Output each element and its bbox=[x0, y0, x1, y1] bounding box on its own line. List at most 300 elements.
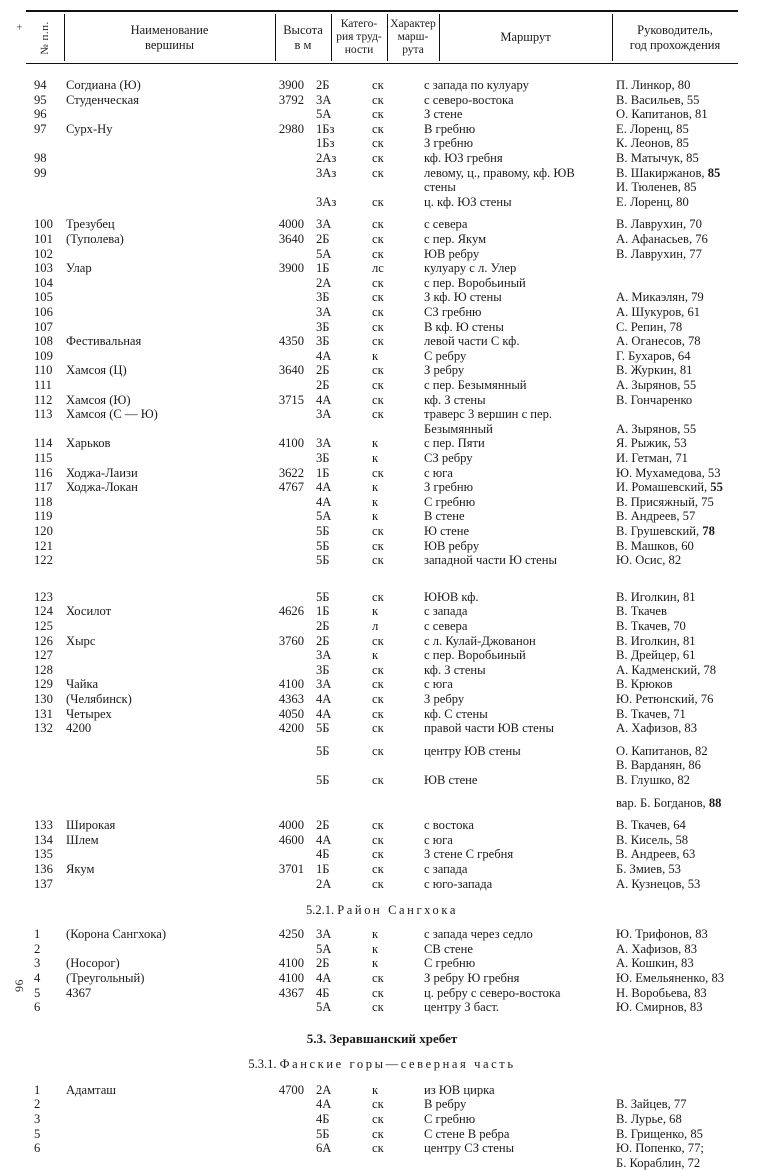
row-leader: А. Оганесов, 78 bbox=[616, 334, 701, 349]
row-altitude: 4626 bbox=[278, 604, 304, 619]
row-route: с юга bbox=[424, 465, 453, 480]
row-character: ск bbox=[372, 818, 384, 833]
table-row[interactable] bbox=[0, 217, 764, 232]
row-character: к bbox=[372, 1082, 379, 1097]
row-altitude: 2980 bbox=[278, 121, 304, 136]
row-category: 3А bbox=[316, 436, 332, 451]
row-number: 117 bbox=[34, 480, 53, 495]
row-peak-name: 4200 bbox=[66, 721, 92, 736]
row-character: ск bbox=[372, 1112, 384, 1126]
row-category: 4Б bbox=[316, 1112, 330, 1126]
row-route: левой части С кф. bbox=[424, 334, 520, 349]
row-character: ск bbox=[372, 232, 384, 246]
row-route: с запада bbox=[424, 862, 468, 876]
row-leader-year-emphasis: 55 bbox=[710, 480, 723, 495]
row-character: ск bbox=[372, 151, 384, 165]
row-number: 2 bbox=[34, 941, 41, 956]
row-category: 5Б bbox=[316, 721, 330, 736]
row-route: с запада по кулуару bbox=[424, 78, 529, 92]
section-heading bbox=[0, 1057, 764, 1072]
row-leader: А. Хафизов, 83 bbox=[616, 941, 698, 956]
row-character: к bbox=[372, 348, 379, 363]
row-route: с пер. Безымянный bbox=[424, 378, 527, 392]
row-route: З стене bbox=[424, 107, 463, 122]
row-route: С гребню bbox=[424, 1112, 476, 1126]
row-category: 2А bbox=[316, 275, 332, 290]
row-altitude: 4250 bbox=[278, 927, 304, 942]
table-row[interactable] bbox=[0, 436, 764, 451]
row-leader: В. Варданян, 86 bbox=[616, 758, 701, 773]
row-altitude: 3622 bbox=[278, 465, 304, 480]
table-row[interactable] bbox=[0, 78, 764, 93]
row-number: 5 bbox=[34, 1126, 41, 1141]
row-route: с востока bbox=[424, 818, 474, 833]
row-peak-name: Хамсоя (Ю) bbox=[66, 392, 131, 407]
row-leader: И. Гетман, 71 bbox=[616, 451, 688, 465]
row-leader: С. Репин, 78 bbox=[616, 319, 683, 334]
table-row[interactable] bbox=[0, 290, 764, 305]
row-peak-name: Согдиана (Ю) bbox=[66, 78, 141, 92]
table-row[interactable] bbox=[0, 1112, 764, 1127]
row-character: ск bbox=[372, 290, 384, 305]
row-number: 113 bbox=[34, 407, 53, 422]
row-peak-name: Харьков bbox=[66, 436, 111, 451]
row-number: 97 bbox=[34, 121, 47, 136]
row-route: с запада через седло bbox=[424, 927, 533, 942]
row-altitude: 3760 bbox=[278, 633, 304, 648]
row-leader: В. Васильев, 55 bbox=[616, 92, 700, 107]
row-route: центру ЮВ стены bbox=[424, 743, 521, 758]
table-row[interactable] bbox=[0, 1156, 764, 1170]
row-category: 3А bbox=[316, 305, 332, 319]
row-character: ск bbox=[372, 1141, 384, 1156]
table-row[interactable] bbox=[0, 495, 764, 510]
row-leader: В. Машков, 60 bbox=[616, 538, 694, 553]
table-row[interactable] bbox=[0, 604, 764, 619]
row-route: С стене В ребра bbox=[424, 1126, 510, 1141]
row-number: 96 bbox=[34, 107, 47, 122]
row-number: 3 bbox=[34, 1112, 41, 1126]
row-route: В кф. Ю стены bbox=[424, 319, 504, 334]
row-character: ск bbox=[372, 378, 384, 392]
table-row[interactable] bbox=[0, 539, 764, 554]
table-header-number-label: № п.п. bbox=[39, 20, 51, 55]
row-category: 2Б bbox=[316, 619, 330, 633]
row-route: Ю стене bbox=[424, 524, 470, 538]
section-heading bbox=[0, 903, 764, 918]
row-number: 1 bbox=[34, 927, 41, 942]
header-cat-line3: ности bbox=[344, 44, 374, 57]
row-character: ск bbox=[372, 832, 384, 847]
table-row[interactable] bbox=[0, 320, 764, 335]
row-character: ск bbox=[372, 538, 384, 553]
row-category: 5Б bbox=[316, 589, 330, 604]
row-number: 101 bbox=[34, 232, 53, 246]
row-altitude: 4000 bbox=[278, 217, 304, 232]
row-category: 4А bbox=[316, 348, 332, 363]
row-leader: В. Иголкин, 81 bbox=[616, 589, 696, 604]
table-row[interactable] bbox=[0, 648, 764, 663]
table-row[interactable] bbox=[0, 1097, 764, 1112]
table-row[interactable] bbox=[0, 721, 764, 736]
table-row[interactable] bbox=[0, 334, 764, 349]
table-row[interactable] bbox=[0, 796, 764, 811]
row-route: центру З баст. bbox=[424, 1000, 500, 1015]
row-number: 95 bbox=[34, 92, 47, 107]
row-leader: Ю. Ретюнский, 76 bbox=[616, 692, 714, 706]
table-row[interactable] bbox=[0, 393, 764, 408]
row-number: 98 bbox=[34, 151, 47, 165]
row-leader-year-emphasis: 88 bbox=[708, 795, 722, 810]
row-number: 5 bbox=[34, 985, 41, 1000]
table-row[interactable] bbox=[0, 818, 764, 833]
row-category: 2Б bbox=[316, 818, 330, 833]
table-row[interactable] bbox=[0, 956, 764, 971]
row-leader-year-emphasis: 78 bbox=[702, 524, 715, 538]
table-row[interactable] bbox=[0, 707, 764, 722]
row-number: 102 bbox=[34, 246, 53, 261]
header-leader-line1: Руководитель, bbox=[637, 23, 713, 38]
row-altitude: 4350 bbox=[278, 334, 304, 349]
row-number: 115 bbox=[34, 451, 53, 465]
row-peak-name: Ходжа-Лаизи bbox=[66, 465, 138, 480]
row-character: ск bbox=[372, 194, 384, 209]
row-category: 4А bbox=[316, 692, 332, 706]
row-category: 5Б bbox=[316, 538, 330, 553]
page-number: 96 bbox=[12, 979, 26, 992]
table-row[interactable] bbox=[0, 1000, 764, 1015]
row-character: ск bbox=[372, 662, 384, 677]
row-character: ск bbox=[372, 589, 384, 604]
row-character: ск bbox=[372, 971, 384, 985]
row-number: 118 bbox=[34, 494, 53, 509]
row-category: 3А bbox=[316, 648, 332, 663]
row-character: ск bbox=[372, 633, 384, 648]
row-leader: В. Шакиржанов, 85 bbox=[616, 165, 721, 180]
row-route: З гребню bbox=[424, 480, 474, 495]
table-row[interactable] bbox=[0, 677, 764, 692]
table-row[interactable] bbox=[0, 151, 764, 166]
row-number: 104 bbox=[34, 275, 53, 290]
table-row[interactable] bbox=[0, 122, 764, 137]
row-route: с юга bbox=[424, 832, 453, 847]
table-row[interactable] bbox=[0, 107, 764, 122]
row-category: 3А bbox=[316, 92, 332, 107]
row-number: 127 bbox=[34, 648, 53, 663]
row-category: 2Б bbox=[316, 232, 330, 246]
header-char-line2: марш- bbox=[397, 30, 429, 43]
table-row[interactable] bbox=[0, 553, 764, 568]
table-row[interactable] bbox=[0, 276, 764, 291]
row-number: 106 bbox=[34, 305, 53, 319]
row-route: ц. ребру с северо-востока bbox=[424, 985, 561, 1000]
row-leader: Ю. Емельяненко, 83 bbox=[616, 971, 725, 985]
table-header-cell-category bbox=[331, 12, 387, 63]
row-peak-name: (Челябинск) bbox=[66, 692, 132, 706]
row-category: 4А bbox=[316, 392, 332, 407]
table-row[interactable] bbox=[0, 833, 764, 848]
table-row[interactable] bbox=[0, 1127, 764, 1142]
row-leader: В. Ткачев, 71 bbox=[616, 706, 686, 721]
row-category: 3Аз bbox=[316, 165, 337, 180]
header-cat-line2: рия труд- bbox=[336, 30, 382, 43]
table-row[interactable] bbox=[0, 466, 764, 481]
section-heading-major bbox=[0, 1031, 764, 1047]
header-cat-line1: Катего- bbox=[340, 17, 378, 30]
row-leader: Н. Воробьева, 83 bbox=[616, 985, 707, 1000]
row-category: 3А bbox=[316, 677, 332, 692]
row-number: 136 bbox=[34, 862, 53, 876]
row-peak-name: (Корона Сангхока) bbox=[66, 927, 167, 942]
row-leader: вар. Б. Богданов, 88 bbox=[616, 795, 722, 810]
row-number: 4 bbox=[34, 971, 41, 985]
row-number: 3 bbox=[34, 956, 41, 971]
row-altitude: 3701 bbox=[278, 862, 304, 876]
table-row[interactable] bbox=[0, 619, 764, 634]
row-character: к bbox=[372, 480, 379, 495]
row-category: 5А bbox=[316, 1000, 332, 1015]
row-route: СЗ гребню bbox=[424, 305, 482, 319]
table-row[interactable] bbox=[0, 986, 764, 1001]
header-name-line2: вершины bbox=[144, 37, 195, 52]
table-row[interactable] bbox=[0, 1141, 764, 1156]
row-number: 120 bbox=[34, 524, 53, 538]
row-route: кф. З стены bbox=[424, 662, 486, 677]
row-leader: Е. Лоренц, 85 bbox=[616, 121, 689, 136]
row-route: СЗ ребру bbox=[424, 451, 473, 465]
row-route: С гребню bbox=[424, 494, 476, 509]
row-character: ск bbox=[372, 985, 384, 1000]
row-category: 4А bbox=[316, 480, 332, 495]
table-row[interactable] bbox=[0, 166, 764, 181]
row-category: 4А bbox=[316, 706, 332, 721]
row-category: 5А bbox=[316, 246, 332, 261]
row-category: 2А bbox=[316, 1082, 332, 1097]
table-row[interactable] bbox=[0, 877, 764, 892]
row-route: с пер. Воробьиный bbox=[424, 275, 526, 290]
row-character: к bbox=[372, 436, 379, 451]
row-character: ск bbox=[372, 363, 384, 378]
header-route-label: Маршрут bbox=[500, 30, 551, 45]
table-row[interactable] bbox=[0, 590, 764, 605]
row-category: 3Аз bbox=[316, 194, 337, 209]
row-number: 130 bbox=[34, 692, 53, 706]
row-route: З стене С гребня bbox=[424, 847, 514, 862]
row-route: Безымянный bbox=[424, 421, 493, 436]
row-number: 119 bbox=[34, 509, 53, 524]
table-row[interactable] bbox=[0, 232, 764, 247]
table-header-cell-number bbox=[26, 12, 64, 63]
row-route: З ребру bbox=[424, 692, 465, 706]
table-row[interactable] bbox=[0, 927, 764, 942]
row-number: 2 bbox=[34, 1097, 41, 1112]
row-route: ц. кф. ЮЗ стены bbox=[424, 194, 512, 209]
row-character: ск bbox=[372, 862, 384, 876]
table-header bbox=[26, 10, 738, 64]
row-number: 114 bbox=[34, 436, 53, 451]
row-number: 94 bbox=[34, 78, 47, 92]
table-row[interactable] bbox=[0, 744, 764, 759]
row-category: 1Б bbox=[316, 862, 330, 876]
row-leader: В. Кисель, 58 bbox=[616, 832, 689, 847]
table-row[interactable] bbox=[0, 971, 764, 986]
table-row[interactable] bbox=[0, 305, 764, 320]
row-route: с запада bbox=[424, 604, 468, 619]
row-leader: В. Лаврухин, 70 bbox=[616, 217, 702, 232]
row-leader: Б. Кораблин, 72 bbox=[616, 1155, 701, 1170]
table-row[interactable] bbox=[0, 180, 764, 195]
row-category: 1Б bbox=[316, 465, 330, 480]
table-row[interactable] bbox=[0, 407, 764, 422]
row-leader: Ю. Осис, 82 bbox=[616, 553, 682, 568]
row-leader: А. Зырянов, 55 bbox=[616, 378, 697, 392]
table-row[interactable] bbox=[0, 862, 764, 877]
table-row[interactable] bbox=[0, 247, 764, 262]
header-char-line1: Характер bbox=[390, 17, 436, 30]
row-altitude: 4000 bbox=[278, 818, 304, 833]
table-row[interactable] bbox=[0, 942, 764, 957]
table-row[interactable] bbox=[0, 480, 764, 495]
row-route: З кф. Ю стены bbox=[424, 290, 502, 305]
table-row[interactable] bbox=[0, 136, 764, 151]
row-character: ск bbox=[372, 92, 384, 107]
row-number: 111 bbox=[34, 378, 52, 392]
row-category: 5А bbox=[316, 941, 332, 956]
row-leader: Б. Змиев, 53 bbox=[616, 862, 681, 876]
row-leader: Ю. Мухамедова, 53 bbox=[616, 465, 721, 480]
row-leader: В. Грушевский, 78 bbox=[616, 524, 715, 538]
table-row[interactable] bbox=[0, 422, 764, 437]
row-route: с пер. Пяти bbox=[424, 436, 485, 451]
row-route: кф. ЮЗ гребня bbox=[424, 151, 503, 165]
row-character: к bbox=[372, 509, 379, 524]
row-character: ск bbox=[372, 334, 384, 349]
row-leader: В. Андреев, 63 bbox=[616, 847, 696, 862]
table-row[interactable] bbox=[0, 634, 764, 649]
row-character: ск bbox=[372, 275, 384, 290]
table-row[interactable] bbox=[0, 1083, 764, 1098]
row-peak-name: Улар bbox=[66, 261, 92, 276]
row-leader: О. Капитанов, 82 bbox=[616, 743, 708, 758]
row-route: В стене bbox=[424, 509, 465, 524]
table-row[interactable] bbox=[0, 773, 764, 788]
table-row[interactable] bbox=[0, 692, 764, 707]
row-peak-name: Хамсоя (С — Ю) bbox=[66, 407, 158, 422]
row-leader: Г. Бухаров, 64 bbox=[616, 348, 691, 363]
table-row[interactable] bbox=[0, 847, 764, 862]
row-peak-name: Студенческая bbox=[66, 92, 139, 107]
row-route: З гребню bbox=[424, 136, 474, 151]
table-row[interactable] bbox=[0, 378, 764, 393]
row-leader: В. Ткачев bbox=[616, 604, 667, 619]
row-category: 2Б bbox=[316, 363, 330, 378]
row-peak-name: Ходжа-Локан bbox=[66, 480, 138, 495]
row-leader: В. Журкин, 81 bbox=[616, 363, 693, 378]
row-altitude: 4767 bbox=[278, 480, 304, 495]
table-row[interactable] bbox=[0, 758, 764, 773]
row-number: 124 bbox=[34, 604, 53, 619]
row-leader: И. Тюленев, 85 bbox=[616, 180, 697, 195]
row-altitude: 4050 bbox=[278, 706, 304, 721]
row-category: 2Б bbox=[316, 633, 330, 648]
row-leader: А. Кадменский, 78 bbox=[616, 662, 716, 677]
row-number: 109 bbox=[34, 348, 53, 363]
table-row[interactable] bbox=[0, 261, 764, 276]
row-altitude: 3715 bbox=[278, 392, 304, 407]
row-number: 103 bbox=[34, 261, 53, 276]
row-character: ск bbox=[372, 465, 384, 480]
section-title: Фанские горы—северная часть bbox=[279, 1056, 516, 1071]
table-row[interactable] bbox=[0, 663, 764, 678]
row-altitude: 3640 bbox=[278, 363, 304, 378]
row-leader: О. Капитанов, 81 bbox=[616, 107, 708, 122]
row-route: кулуару с л. Улер bbox=[424, 261, 517, 276]
table-header-cell-name bbox=[64, 12, 275, 63]
row-character: ск bbox=[372, 107, 384, 122]
row-character: ск bbox=[372, 847, 384, 862]
row-leader: В. Дрейцер, 61 bbox=[616, 648, 696, 663]
row-route: ЮВ ребру bbox=[424, 538, 480, 553]
row-category: 1Бз bbox=[316, 136, 335, 151]
row-leader: В. Глушко, 82 bbox=[616, 773, 690, 787]
row-category: 1Б bbox=[316, 261, 330, 276]
row-category: 5Б bbox=[316, 553, 330, 568]
row-character: ск bbox=[372, 1000, 384, 1015]
table-row[interactable] bbox=[0, 93, 764, 108]
row-route: С гребню bbox=[424, 956, 476, 971]
table-header-cell-character bbox=[387, 12, 439, 63]
row-number: 1 bbox=[34, 1082, 41, 1097]
row-number: 131 bbox=[34, 706, 53, 721]
row-leader: И. Ромашевский, 55 bbox=[616, 480, 723, 495]
table-row[interactable] bbox=[0, 509, 764, 524]
row-route: кф. С стены bbox=[424, 706, 488, 721]
row-leader: В. Андреев, 57 bbox=[616, 509, 696, 524]
table-row[interactable] bbox=[0, 195, 764, 210]
row-character: к bbox=[372, 941, 379, 956]
row-route: с л. Кулай-Джованон bbox=[424, 633, 536, 648]
row-peak-name: Хырс bbox=[66, 633, 96, 648]
row-category: 3Б bbox=[316, 662, 330, 677]
row-character: л bbox=[372, 619, 379, 633]
row-route: с северо-востока bbox=[424, 92, 514, 107]
row-number: 107 bbox=[34, 319, 53, 334]
row-peak-name: Адамташ bbox=[66, 1082, 117, 1097]
table-row[interactable] bbox=[0, 363, 764, 378]
section-number: 5.3.1. bbox=[248, 1056, 280, 1071]
row-category: 5Б bbox=[316, 743, 330, 758]
table-row[interactable] bbox=[0, 349, 764, 364]
row-number: 112 bbox=[34, 392, 53, 407]
row-altitude: 4367 bbox=[278, 985, 304, 1000]
row-altitude: 3900 bbox=[278, 78, 304, 92]
row-category: 3А bbox=[316, 927, 332, 942]
row-peak-name: 4367 bbox=[66, 985, 92, 1000]
row-number: 108 bbox=[34, 334, 53, 349]
row-character: ск bbox=[372, 743, 384, 758]
row-category: 2А bbox=[316, 876, 332, 891]
table-row[interactable] bbox=[0, 451, 764, 466]
row-altitude: 3792 bbox=[278, 92, 304, 107]
row-leader: Е. Лоренц, 80 bbox=[616, 194, 689, 209]
row-leader: К. Леонов, 85 bbox=[616, 136, 689, 151]
row-category: 5Б bbox=[316, 773, 330, 787]
table-row[interactable] bbox=[0, 524, 764, 539]
header-alt-line2: в м bbox=[294, 37, 312, 52]
row-character: ск bbox=[372, 319, 384, 334]
row-character: лс bbox=[372, 261, 384, 276]
row-peak-name: Чайка bbox=[66, 677, 99, 692]
